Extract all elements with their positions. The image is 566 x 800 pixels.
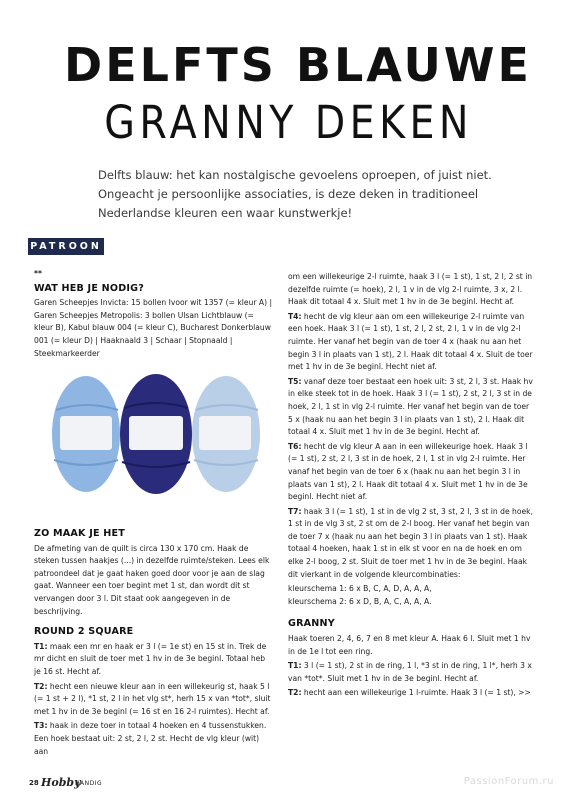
color-scheme-1: kleurschema 1: 6 x B, C, A, D, A, A, A, [288, 584, 432, 594]
round2-heading: ROUND 2 SQUARE [34, 626, 134, 638]
granny-step-1 [288, 660, 534, 685]
step-label: T5: [288, 376, 302, 386]
step-text: hecht de vlg kleur aan om een willekeurige 2-l ruimte van een hoek. Haak 3 l (= 1 st), 1 st, 2 l, 2 st, 2 l, 1 v in de vlg 2-l ruimte. Her vanaf het begin van de toer 4 x (haak nu aan het begin 3 l in plaats van 1 st), 2 l. Haak dit totaal 4 x. Sluit de toer met 1 hv in de 3e beginl. Hecht niet af. [288, 311, 533, 372]
how-text: De afmeting van de quilt is circa 130 x 170 cm. Haak de steken tussen haakjes (...) in dezelfde ruimte/steken. Lees elk patroondeel dat je gaat haken goed door voor je aan de slag gaat. Wanneer een toer begint met 1 st, dan wordt dit st vervangen door 3 l. Dit staat ook aangegeven in de beschrijving. [34, 543, 270, 616]
step-label: T7: [288, 506, 302, 516]
magazine-logo: Hobby [41, 776, 81, 789]
step-text: vanaf deze toer bestaat een hoek uit: 3 st, 2 l, 3 st. Haak hv in elke steek tot in de hoek. Haak 3 l (= 1 st), 2 st, 2 l, 3 st in de hoek, 2 l, 1 st in vlg 2-l ruimte. Her vanaf het begin van de toer 5 x (haak nu aan het begin 3 l in plaats van 1 st), 2 l. Haak dit totaal 4 x. Sluit met 1 hv in de 3e beginl. Hecht af. [288, 376, 533, 437]
continued-text: om een willekeurige 2-l ruimte, haak 3 l (= 1 st), 1 st, 2 l, 2 st in dezelfde ruimte (= hoek), 2 l, 1 v in de vlg 2-l ruimte, 3 x, 2 l. Haak dit totaal 4 x. Sluit met 1 hv in de 3e beginl. Hecht af. [288, 272, 533, 307]
granny-step-2 [288, 687, 534, 700]
step-label: T6: [288, 441, 302, 451]
right-step-t6 [288, 441, 534, 504]
magazine-logo-sub: HANDIG [75, 780, 103, 787]
right-step-t7 [288, 506, 534, 582]
intro-paragraph [98, 166, 528, 223]
yarn-photo [48, 370, 263, 495]
yarn-ball-light [52, 376, 120, 492]
page-number: 28 [29, 779, 39, 787]
step-label: T3: [34, 721, 48, 731]
intro-line-1: Delfts blauw: het kan nostalgische gevoelens oproepen, of juist niet. [98, 168, 492, 182]
step-text: hecht een nieuwe kleur aan in een willekeurig st, haak 5 l (= 1 st + 2 l), *1 st, 2 l in het vlg st*, herh 15 x van *tot*, sluit met 1 hv in de 3e beginl (= 16 st en 16 2-l ruimtes). Hecht af. [34, 681, 271, 716]
materials-text: Garen Scheepjes Invicta: 15 bollen Ivoor wit 1357 (= kleur A) | Garen Scheepjes Metropolis: 3 bollen Ulsan Lichtblauw (= kleur B), Kabul blauw 004 (= kleur C), Bucharest Donkerblauw 001 (= kleur D) | Haaknaald 3 | Schaar | Stopnaald | Steekmarkeerder [34, 298, 273, 358]
round2-step-3 [34, 720, 274, 758]
round2-step-1 [34, 641, 274, 679]
materials-section [34, 268, 274, 362]
page-footer [0, 777, 566, 791]
step-text: haak 3 l (= 1 st), 1 st in de vlg 2 st, 3 st, 2 l, 3 st in de hoek, 1 st in de vlg 3 st, 2 st om de 2-l boog. Her vanaf het begin van de toer 7 x (haak nu aan het begin 3 l in plaats van 1 st). Haak totaal 4 hoeken, haak 1 st in elk st voor en na de hoek en om elke 2-l boog, 2 st. Sluit de toer met 1 hv in de 3e beginl. Haak dit vierkant in de volgende kleurcombinaties: [288, 506, 533, 579]
step-label: T2: [288, 688, 302, 698]
color-scheme-2: kleurschema 2: 6 x D, B, A, C, A, A, A. [288, 596, 432, 606]
round2-step-2 [34, 681, 274, 719]
how-heading: ZO MAAK JE HET [34, 528, 126, 539]
watermark: PassionForum.ru [463, 776, 554, 787]
right-step-t4 [288, 311, 534, 374]
step-label: T4: [288, 311, 302, 321]
section-badge: PATROON [28, 238, 104, 255]
yarn-ball-pale [192, 376, 260, 492]
step-text: haak in deze toer in totaal 4 hoeken en 4 tussenstukken. Een hoek bestaat uit: 2 st, 2 l, 2 st. Hecht de vlg kleur (wit) aan [34, 721, 267, 756]
step-text: 3 l (= 1 st), 2 st in de ring, 1 l, *3 st in de ring, 1 l*, herh 3 x van *tot*. Sluit met 1 hv in de 3e beginl. Hecht af. [288, 661, 532, 683]
step-label: T1: [34, 641, 48, 651]
step-text: hecht aan een willekeurige 1 l-ruimte. Haak 3 l (= 1 st), >> [301, 688, 531, 698]
right-column [288, 271, 534, 702]
step-text: hecht de vlg kleur A aan in een willekeurige hoek. Haak 3 l (= 1 st), 2 st, 2 l, 3 st in de hoek, 2 l, 1 st in vlg 2-l ruimte. Her vanaf het begin van de toer 6 x (haak nu aan het begin 3 l in plaats van 1 st), 2 l. Haak dit totaal 4 x. Sluit met 1 hv in de 3e beginl. Hecht niet af. [288, 441, 528, 502]
granny-heading: GRANNY [288, 618, 335, 630]
intro-line-3: Nederlandse kleuren een waar kunstwerkje! [98, 206, 353, 220]
instructions-section [34, 528, 274, 760]
step-label: T1: [288, 661, 302, 671]
yarn-ball-dark [120, 374, 192, 494]
intro-line-2: Ongeacht je persoonlijke associaties, is deze deken in traditioneel [98, 187, 479, 201]
granny-intro: Haak toeren 2, 4, 6, 7 en 8 met kleur A. Haak 6 l. Sluit met 1 hv in de 1e l tot een ring. [288, 634, 531, 656]
step-text: maak een mr en haak er 3 l (= 1e st) en 15 st in. Trek de mr dicht en sluit de toer met 1 hv in de 3e beginl. Totaal heb je 16 st. Hecht af. [34, 641, 267, 676]
difficulty-stars: ** [34, 269, 42, 278]
title-line1: DELFTS BLAUWE [64, 38, 532, 92]
title-line2: GRANNY DEKEN [104, 96, 473, 149]
materials-heading: WAT HEB JE NODIG? [34, 282, 144, 294]
step-label: T2: [34, 681, 48, 691]
right-step-t5 [288, 376, 534, 439]
